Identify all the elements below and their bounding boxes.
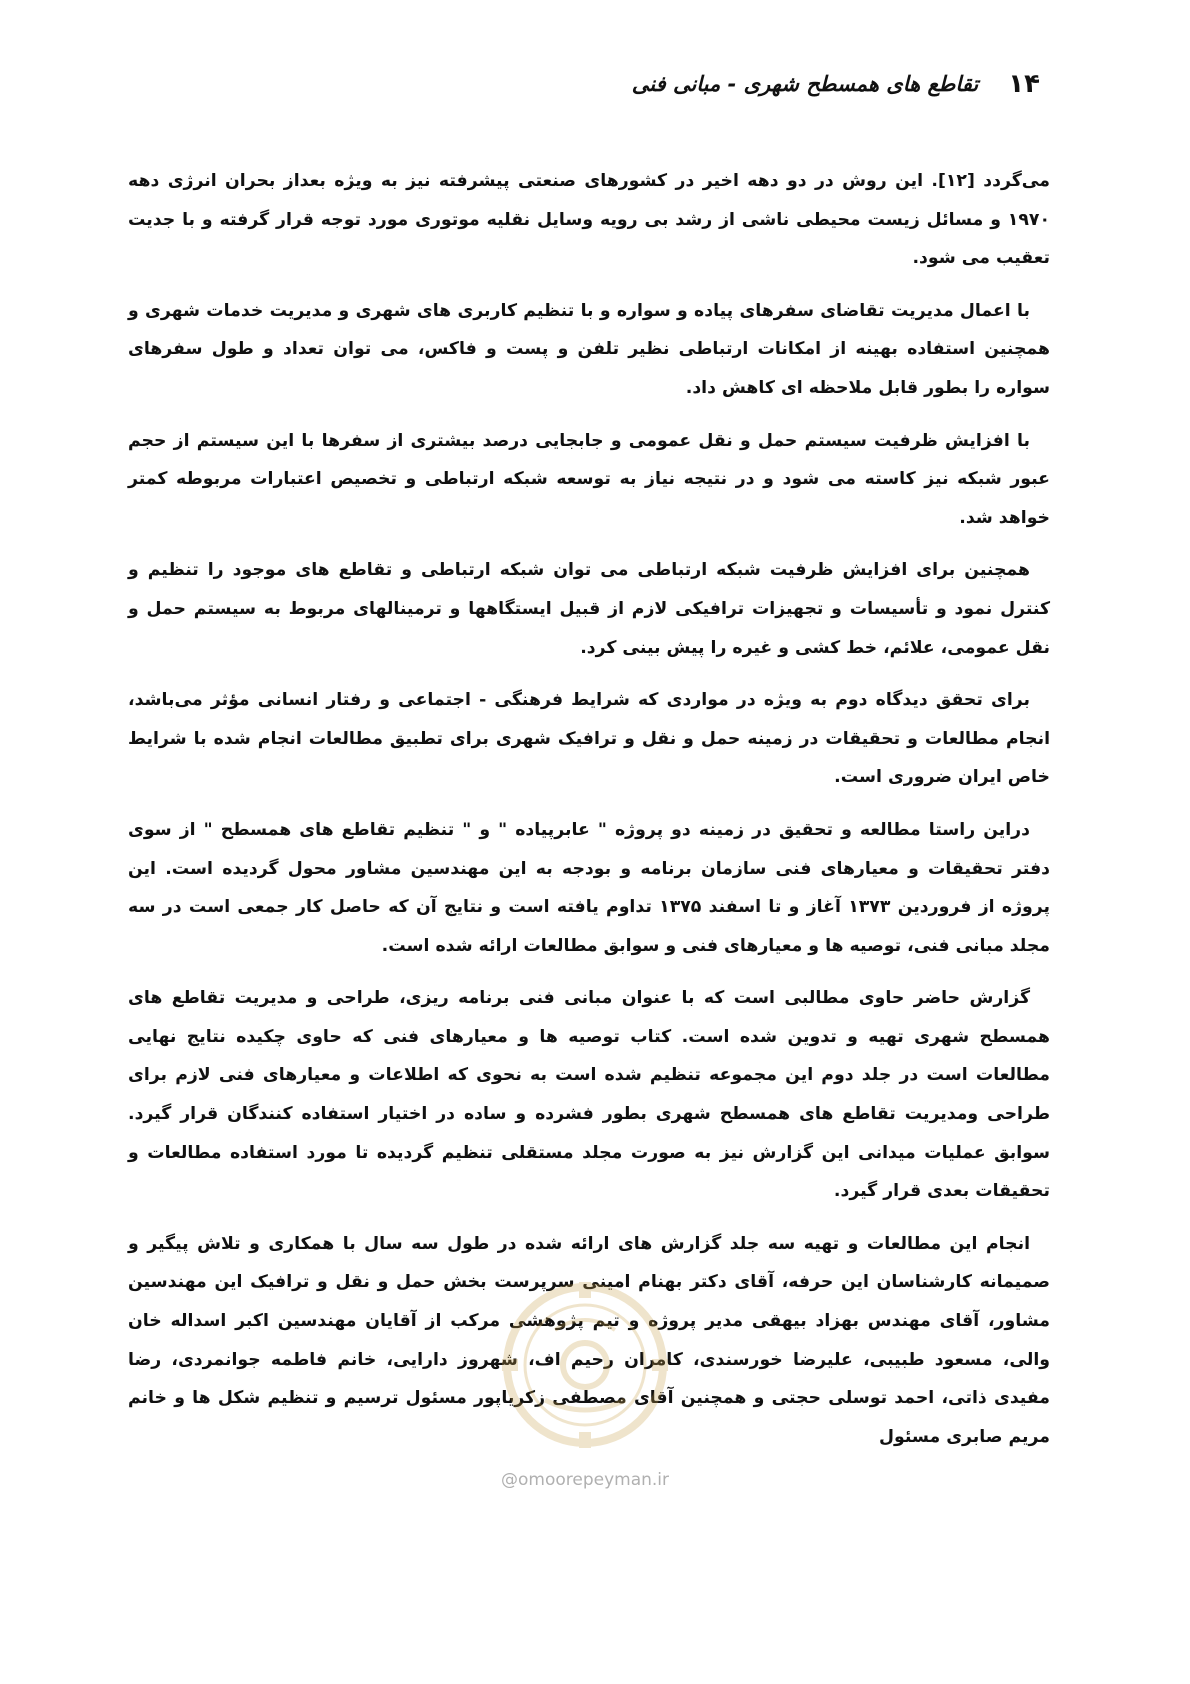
watermark-url: @omoorepeyman.ir	[500, 1470, 670, 1490]
page-header	[130, 62, 1040, 106]
body-text	[128, 162, 1050, 1470]
running-title: تقاطع های همسطح شهری - مبانی فنی	[631, 72, 979, 96]
paragraph: برای تحقق دیدگاه دوم به ویژه در مواردی که شرایط فرهنگی - اجتماعی و رفتار انسانی مؤثر می‌باشد، انجام مطالعات و تحقیقات در زمینه حمل و نقل و ترافیک شهری برای تطبیق مطالعات انجام شده با شرایط خاص ایران ضروری است.	[128, 690, 1050, 788]
paragraph: می‌گردد [۱۲]. این روش در دو دهه اخیر در کشورهای صنعتی پیشرفته نیز به ویژه بعداز بحران انرژی دهه ۱۹۷۰ و مسائل زیست محیطی ناشی از رشد بی رویه وسایل نقلیه موتوری مورد توجه قرار گرفته و با جدیت تعقیب می شود.	[128, 171, 1050, 269]
paragraph: گزارش حاضر حاوی مطالبی است که با عنوان مبانی فنی برنامه ریزی، طراحی و مدیریت تقاطع های همسطح شهری تهیه و تدوین شده است. کتاب توصیه ها و معیارهای فنی که حاوی چکیده نتایج نهایی مطالعات است در جلد دوم این مجموعه تنظیم شده است به نحوی که اطلاعات و معیارهای فنی لازم برای طراحی ومدیریت تقاطع های همسطح شهری بطور فشرده و ساده در اختیار استفاده کنندگان قرار گیرد. سوابق عملیات میدانی این گزارش نیز به صورت مجلد مستقلی تنظیم گردیده تا مورد استفاده مطالعات و تحقیقات بعدی قرار گیرد.	[128, 988, 1050, 1202]
paragraph: با اعمال مدیریت تقاضای سفرهای پیاده و سواره و با تنظیم کاربری های شهری و مدیریت خدمات شهری و همچنین استفاده بهینه از امکانات ارتباطی نظیر تلفن و پست و فاکس، می توان تعداد و طول سفرهای سواره را بطور قابل ملاحظه ای کاهش داد.	[128, 300, 1050, 398]
paragraph: با افزایش ظرفیت سیستم حمل و نقل عمومی و جابجایی درصد بیشتری از سفرها با این سیستم از حجم عبور شبکه نیز کاسته می شود و در نتیجه نیاز به توسعه شبکه ارتباطی و تخصیص اعتبارات مربوطه کمتر خواهد شد.	[128, 430, 1050, 528]
paragraph: انجام این مطالعات و تهیه سه جلد گزارش های ارائه شده در طول سه سال با همکاری و تلاش پیگیر و صمیمانه کارشناسان این حرفه، آقای دکتر بهنام امینی سرپرست بخش حمل و نقل و ترافیک این مهندسین مشاور، آقای مهندس بهزاد بیهقی مدیر پروژه و تیم پژوهشی مرکب از آقایان مهندسین اکبر اسداله خان والی، مسعود طبیبی، علیرضا خورسندی، کامران رحیم اف، شهروز دارایی، خانم فاطمه جوانمردی، رضا مفیدی ذاتی، احمد توسلی حجتی و همچنین آقای مصطفی زکریاپور مسئول ترسیم و تنظیم شکل ها و خانم مریم صابری مسئول	[128, 1233, 1050, 1447]
paragraph: دراین راستا مطالعه و تحقیق در زمینه دو پروژه " عابرپیاده " و " تنظیم تقاطع های همسطح " از سوی دفتر تحقیقات و معیارهای فنی سازمان برنامه و بودجه به این مهندسین مشاور محول گردیده است. این پروژه از فروردین ۱۳۷۳ آغاز و تا اسفند ۱۳۷۵ تداوم یافته است و نتایج آن که حاصل کار جمعی است در سه مجلد مبانی فنی، توصیه ها و معیارهای فنی و سوابق مطالعات ارائه شده است.	[128, 819, 1051, 956]
page-number: ۱۴	[1008, 69, 1040, 99]
paragraph: همچنین برای افزایش ظرفیت شبکه ارتباطی می توان شبکه ارتباطی و تقاطع های موجود را تنظیم و کنترل نمود و تأسیسات و تجهیزات ترافیکی لازم از قبیل ایستگاهها و ترمینالهای مربوط به سیستم حمل و نقل عمومی، علائم، خط کشی و غیره را پیش بینی کرد.	[128, 560, 1050, 658]
